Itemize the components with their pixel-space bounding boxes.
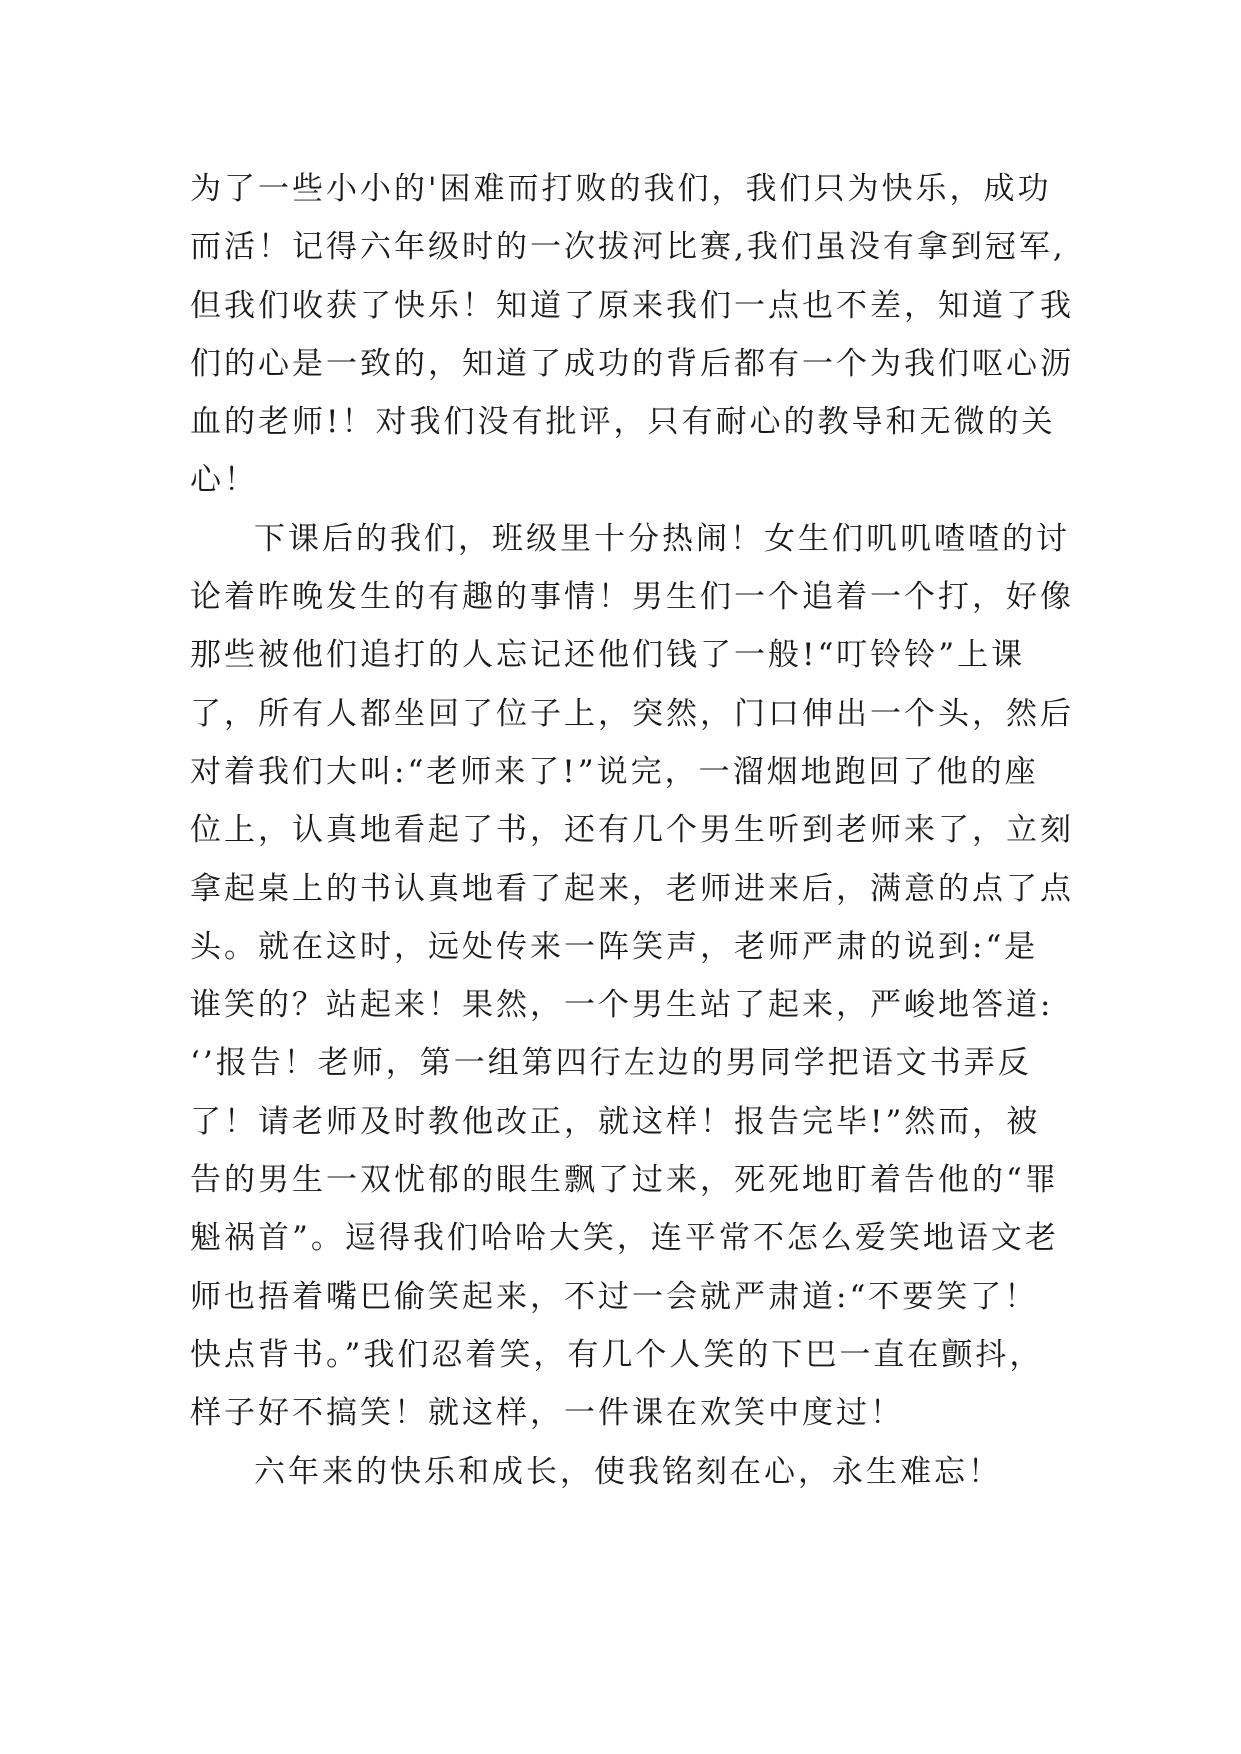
text-line: 位上，认真地看起了书，还有几个男生听到老师来了，立刻 xyxy=(190,812,1074,849)
text-line: 对着我们大叫:“老师来了!”说完，一溜烟地跑回了他的座 xyxy=(190,753,1039,790)
text-line: 论着昨晚发生的有趣的事情！男生们一个追着一个打，好像 xyxy=(190,579,1074,616)
text-line: 们的心是一致的，知道了成功的背后都有一个为我们呕心沥 xyxy=(190,345,1074,382)
text-line: 快点背书。”我们忍着笑，有几个人笑的下巴一直在颤抖， xyxy=(190,1336,1044,1373)
text-line: 了！请老师及时教他改正，就这样！报告完毕!”然而，被 xyxy=(190,1103,1041,1140)
text-line: 谁笑的？站起来！果然，一个男生站了起来，严峻地答道: xyxy=(190,987,1054,1024)
text-line: 下课后的我们，班级里十分热闹！女生们叽叽喳喳的讨 xyxy=(254,520,1070,557)
text-line: 了，所有人都坐回了位子上，突然，门口伸出一个头，然后 xyxy=(190,695,1074,732)
text-line: 师也捂着嘴巴偷笑起来，不过一会就严肃道:“不要笑了！ xyxy=(190,1278,1039,1315)
text-line: 为了一些小小的'困难而打败的我们，我们只为快乐，成功 xyxy=(190,171,1052,207)
text-line: 样子好不搞笑！就这样，一件课在欢笑中度过！ xyxy=(190,1395,904,1432)
text-line: 魁祸首”。逗得我们哈哈大笑，连平常不怎么爱笑地语文老 xyxy=(190,1220,1059,1257)
text-line: 拿起桌上的书认真地看了起来，老师进来后，满意的点了点 xyxy=(190,870,1074,907)
text-line: 心！ xyxy=(190,462,258,499)
text-line: 头。就在这时，远处传来一阵笑声，老师严肃的说到:“是 xyxy=(190,928,1039,965)
text-line: 那些被他们追打的人忘记还他们钱了一般!“叮铃铃”上课 xyxy=(190,637,1026,674)
text-line: 但我们收获了快乐！知道了原来我们一点也不差，知道了我 xyxy=(190,287,1074,324)
text-line: 告的男生一双忧郁的眼生飘了过来，死死地盯着告他的“罪 xyxy=(190,1162,1059,1199)
essay-body xyxy=(190,160,1090,1501)
text-line: ‘’报告！老师，第一组第四行左边的男同学把语文书弄反 xyxy=(190,1045,1032,1082)
text-line: 血的老师!！对我们没有批评，只有耐心的教导和无微的关 xyxy=(190,404,1056,441)
text-line: 六年来的快乐和成长，使我铭刻在心，永生难忘！ xyxy=(254,1453,1002,1490)
text-line: 而活！记得六年级时的一次拔河比赛,我们虽没有拿到冠军, xyxy=(190,229,1066,266)
